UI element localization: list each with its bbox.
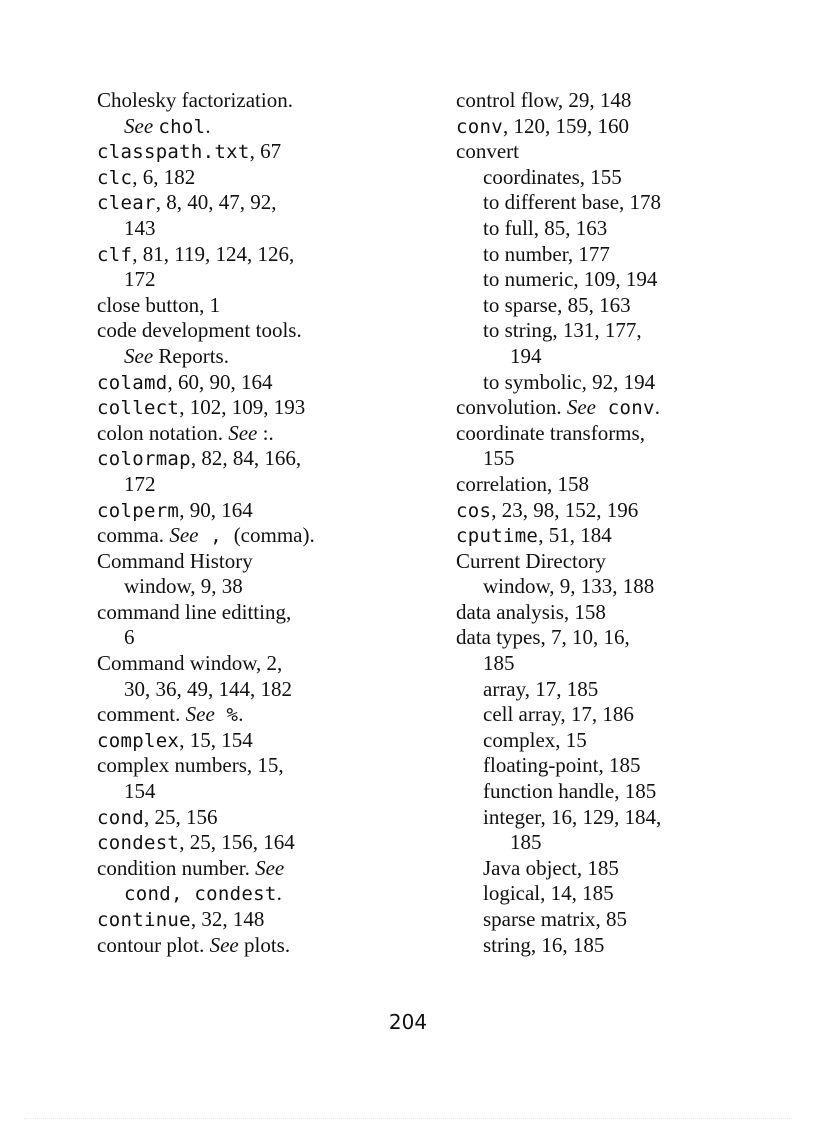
index-continuation: 6 [124,625,135,650]
index-entry: close button, 1 [97,292,221,317]
index-continuation: 185 [510,830,542,855]
index-subentry: cond, condest. [124,881,282,906]
index-subentry: function handle, 185 [483,779,657,804]
index-entry: conv, 120, 159, 160 [456,113,629,138]
index-continuation: 154 [124,779,156,804]
index-continuation: 194 [510,343,542,368]
index-entry: complex, 15, 154 [97,727,253,752]
index-subentry: cell array, 17, 186 [483,702,634,727]
index-entry: clf, 81, 119, 124, 126, [97,241,295,266]
page-bottom-rule [24,1118,792,1119]
index-entry: convolution. See conv. [456,395,660,420]
index-entry: comment. See %. [97,702,244,727]
index-continuation: 155 [483,446,515,471]
index-entry: comma. See , (comma). [97,523,315,548]
index-continuation: 143 [124,215,156,240]
index-subentry: string, 16, 185 [483,932,605,957]
index-entry: complex numbers, 15, [97,753,284,778]
index-entry: cond, 25, 156 [97,804,218,829]
index-subentry: to symbolic, 92, 194 [483,369,656,394]
index-entry: correlation, 158 [456,471,589,496]
index-entry: Cholesky factorization. [97,88,293,112]
index-subentry: sparse matrix, 85 [483,907,628,931]
index-entry: command line editting, [97,599,292,624]
index-subentry: to numeric, 109, 194 [483,267,658,292]
index-subentry: to sparse, 85, 163 [483,292,631,317]
index-subentry: logical, 14, 185 [483,881,614,906]
index-entry: cos, 23, 98, 152, 196 [456,497,639,522]
index-subentry: floating-point, 185 [483,753,641,778]
index-continuation: 172 [124,267,156,292]
index-entry: contour plot. See plots. [97,932,291,957]
index-entry: convert [456,139,519,164]
index-continuation: 30, 36, 49, 144, 182 [124,676,292,701]
index-entry: data types, 7, 10, 16, [456,625,630,650]
index-subentry: to different base, 178 [483,190,662,215]
index-continuation: window, 9, 38 [124,574,243,599]
index-continuation: 185 [483,651,515,676]
index-subentry: array, 17, 185 [483,676,599,701]
index-subentry: to string, 131, 177, [483,318,642,343]
index-continuation: 172 [124,471,156,496]
index-entry: control flow, 29, 148 [456,88,632,112]
index-entry: colon notation. See :. [97,420,274,445]
index-entry: data analysis, 158 [456,599,606,624]
index-entry: colamd, 60, 90, 164 [97,369,273,394]
index-subentry: Java object, 185 [483,855,619,880]
index-entry: condition number. See [97,855,285,880]
index-subentry: to full, 85, 163 [483,215,608,240]
index-subentry: See chol. [124,113,211,138]
index-entry: cputime, 51, 184 [456,523,612,548]
index-subentry: integer, 16, 129, 184, [483,804,662,829]
index-entry: condest, 25, 156, 164 [97,830,295,855]
index-entry: clear, 8, 40, 47, 92, [97,190,277,215]
index-entry: Command History [97,548,253,573]
index-subentry: See Reports. [124,343,229,368]
index-column-right [456,88,796,958]
index-subentry: to number, 177 [483,241,610,266]
index-entry: collect, 102, 109, 193 [97,395,306,420]
index-column-left [97,88,437,958]
index-entry: continue, 32, 148 [97,907,265,931]
index-continuation: window, 9, 133, 188 [483,574,655,599]
index-entry: coordinate transforms, [456,420,645,445]
index-subentry: coordinates, 155 [483,164,622,189]
index-entry: classpath.txt, 67 [97,139,282,164]
index-entry: colormap, 82, 84, 166, [97,446,302,471]
index-entry: Current Directory [456,548,606,573]
page-number: 204 [388,1010,428,1034]
index-entry: colperm, 90, 164 [97,497,253,522]
index-entry: Command window, 2, [97,651,283,676]
index-subentry: complex, 15 [483,727,587,752]
index-entry: clc, 6, 182 [97,164,196,189]
index-entry: code development tools. [97,318,302,343]
